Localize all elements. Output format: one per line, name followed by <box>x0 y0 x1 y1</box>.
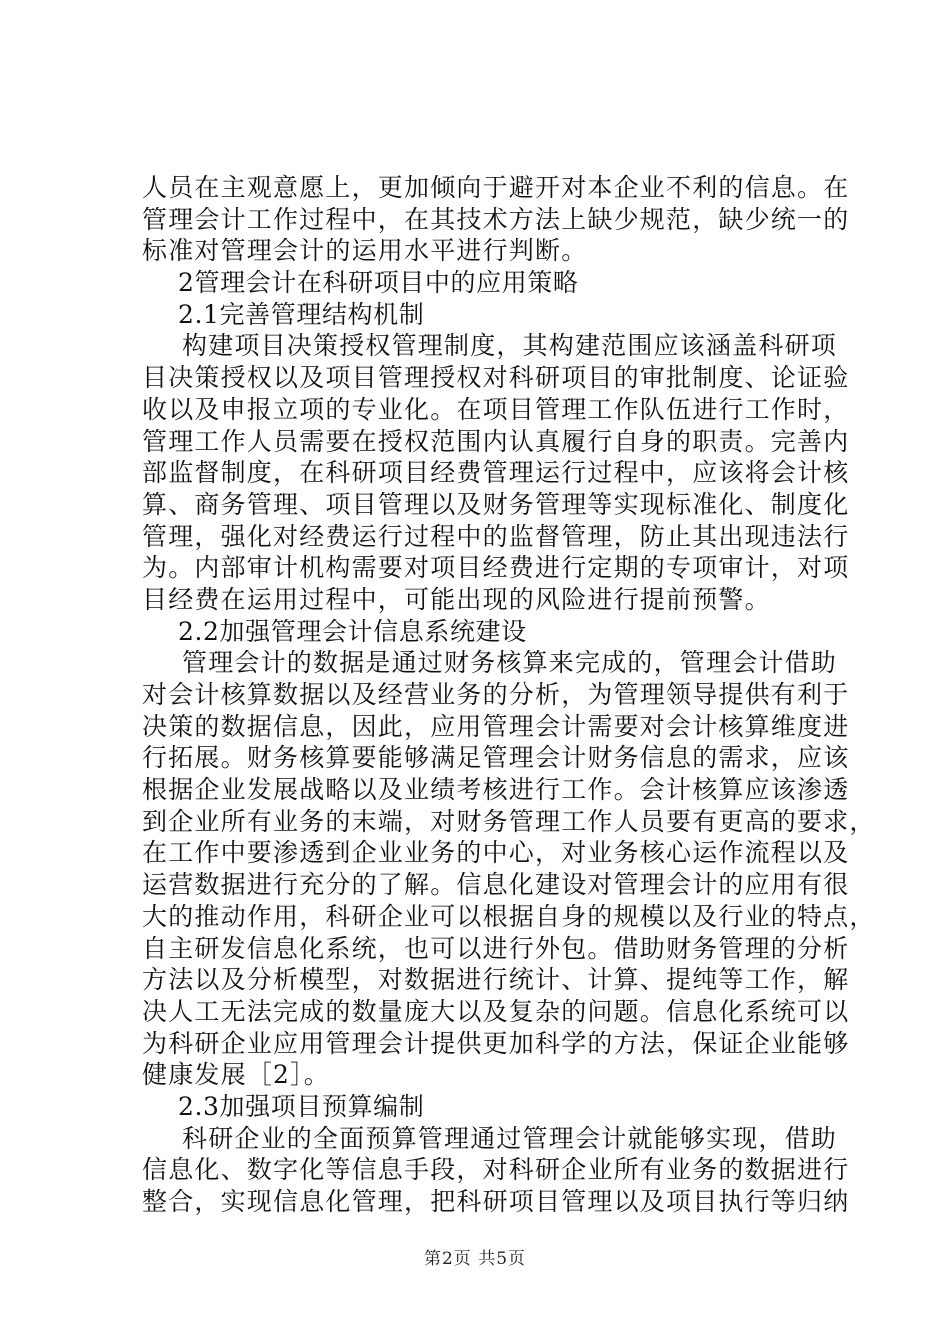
text-line: 大的推动作用，科研企业可以根据自身的规模以及行业的特点， <box>142 901 876 931</box>
text-line: 整合，实现信息化管理，把科研项目管理以及项目执行等归纳 <box>142 1187 850 1216</box>
text-line: 根据企业发展战略以及业绩考核进行工作。会计核算应该渗透 <box>142 775 850 805</box>
text-line: 构建项目决策授权管理制度，其构建范围应该涵盖科研项 <box>182 331 838 361</box>
text-line: 行拓展。财务核算要能够满足管理会计财务信息的需求，应该 <box>142 743 850 773</box>
text-line: 部监督制度，在科研项目经费管理运行过程中，应该将会计核 <box>142 458 850 488</box>
text-line: 运营数据进行充分的了解。信息化建设对管理会计的应用有很 <box>142 870 850 900</box>
text-line: 管理工作人员需要在授权范围内认真履行自身的职责。完善内 <box>142 426 850 456</box>
text-line: 方法以及分析模型，对数据进行统计、计算、提纯等工作，解 <box>142 965 850 995</box>
text-line: 在工作中要渗透到企业业务的中心，对业务核心运作流程以及 <box>142 838 850 868</box>
text-line: 算、商务管理、项目管理以及财务管理等实现标准化、制度化 <box>142 489 850 519</box>
subsection-heading: 2.1完善管理结构机制 <box>178 299 425 329</box>
text-line: 目决策授权以及项目管理授权对科研项目的审批制度、论证验 <box>142 363 850 393</box>
subsection-heading: 2.3加强项目预算编制 <box>178 1091 425 1121</box>
body-text <box>142 172 876 1218</box>
text-line: 管理，强化对经费运行过程中的监督管理，防止其出现违法行 <box>142 521 850 551</box>
subsection-heading: 2.2加强管理会计信息系统建设 <box>178 616 527 646</box>
text-line: 到企业所有业务的末端，对财务管理工作人员要有更高的要求， <box>142 806 876 836</box>
text-line: 管理会计的数据是通过财务核算来完成的，管理会计借助 <box>182 648 838 678</box>
text-line: 对会计核算数据以及经营业务的分析，为管理领导提供有利于 <box>142 680 850 709</box>
section-heading: 2管理会计在科研项目中的应用策略 <box>178 268 579 298</box>
text-line: 收以及申报立项的专业化。在项目管理工作队伍进行工作时， <box>142 394 850 424</box>
text-line: 健康发展［2］。 <box>142 1060 331 1090</box>
text-line: 人员在主观意愿上，更加倾向于避开对本企业不利的信息。在 <box>142 173 850 202</box>
text-line: 科研企业的全面预算管理通过管理会计就能够实现，借助 <box>182 1123 838 1153</box>
text-line: 决人工无法完成的数量庞大以及复杂的问题。信息化系统可以 <box>142 996 850 1026</box>
text-line: 决策的数据信息，因此，应用管理会计需要对会计核算维度进 <box>142 711 850 741</box>
page-footer: 第2页 共5页 <box>423 1249 527 1269</box>
text-line: 为科研企业应用管理会计提供更加科学的方法，保证企业能够 <box>142 1028 850 1058</box>
text-line: 管理会计工作过程中，在其技术方法上缺少规范，缺少统一的 <box>142 204 850 234</box>
text-line: 目经费在运用过程中，可能出现的风险进行提前预警。 <box>142 584 771 614</box>
text-line: 为。内部审计机构需要对项目经费进行定期的专项审计，对项 <box>142 553 850 583</box>
text-line: 标准对管理会计的运用水平进行判断。 <box>142 236 588 266</box>
text-line: 信息化、数字化等信息手段，对科研企业所有业务的数据进行 <box>142 1155 850 1185</box>
text-line: 自主研发信息化系统，也可以进行外包。借助财务管理的分析 <box>142 933 850 963</box>
